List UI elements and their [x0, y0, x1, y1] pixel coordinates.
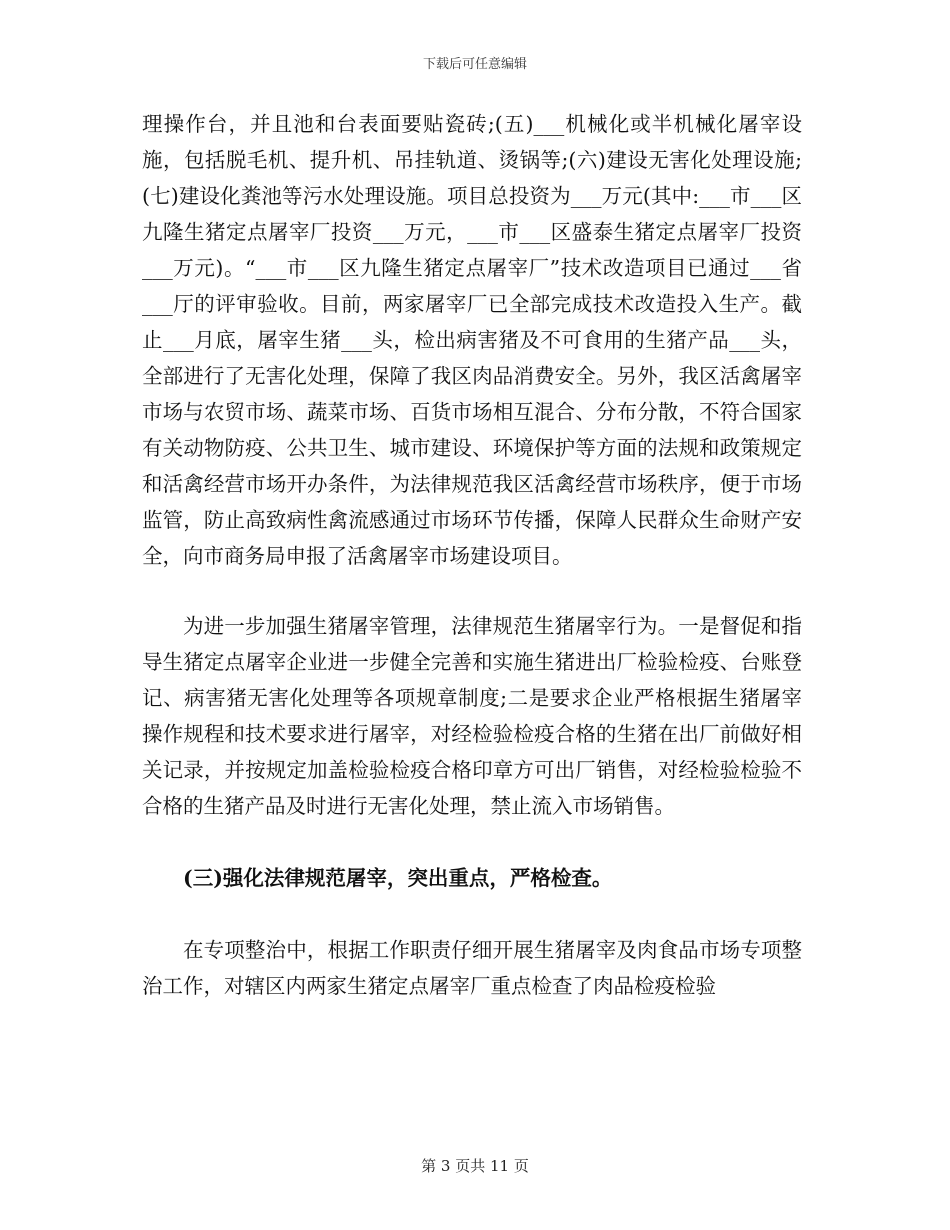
paragraph-slaughter-management: 为进一步加强生猪屠宰管理，法律规范生猪屠宰行为。一是督促和指导生猪定点屠宰企业进一步健全完善和实施生猪进出厂检验检疫、台账登记、病害猪无害化处理等各项规章制度;二是要求企业严格根据生猪屠宰操作规程和技术要求进行屠宰，对经检验检疫合格的生猪在出厂前做好相关记录，并按规定加盖检验检疫合格印章方可出厂销售，对经检验检验不合格的生猪产品及时进行无害化处理，禁止流入市场销售。 — [142, 614, 802, 818]
document-body — [142, 106, 802, 1004]
section-heading-3: (三)强化法律规范屠宰，突出重点，严格检查。 — [183, 866, 613, 890]
paragraph-continuation: 理操作台，并且池和台表面要贴瓷砖;(五)___机械化或半机械化屠宰设施，包括脱毛机、提升机、吊挂轨道、烫锅等;(六)建设无害化处理设施;(七)建设化粪池等污水处理设施。项目总投资为___万元(其中:___市___区九隆生猪定点屠宰厂投资___万元，___市___区盛泰生猪定点屠宰厂投资___万元)。“___市___区九隆生猪定点屠宰厂”技术改造项目已通过___省___厅的评审验收。目前，两家屠宰厂已全部完成技术改造投入生产。截止___月底，屠宰生猪___头，检出病害猪及不可食用的生猪产品___头，全部进行了无害化处理，保障了我区肉品消费安全。另外，我区活禽屠宰市场与农贸市场、蔬菜市场、百货市场相互混合、分布分散，不符合国家有关动物防疫、公共卫生、城市建设、环境保护等方面的法规和政策规定和活禽经营市场开办条件，为法律规范我区活禽经营市场秩序，便于市场监管，防止高致病性禽流感通过市场环节传播，保障人民群众生命财产安全，向市商务局申报了活禽屠宰市场建设项目。 — [142, 112, 802, 568]
paragraph-spacer — [142, 574, 802, 608]
page-header-note: 下载后可任意编辑 — [422, 57, 527, 72]
page-number: 第 3 页共 11 页 — [421, 1157, 529, 1175]
paragraph-spacer — [142, 824, 802, 860]
paragraph-special-rectification: 在专项整治中，根据工作职责仔细开展生猪屠宰及肉食品市场专项整治工作，对辖区内两家生猪定点屠宰厂重点检查了肉品检疫检验 — [142, 938, 802, 998]
paragraph-spacer — [142, 896, 802, 932]
